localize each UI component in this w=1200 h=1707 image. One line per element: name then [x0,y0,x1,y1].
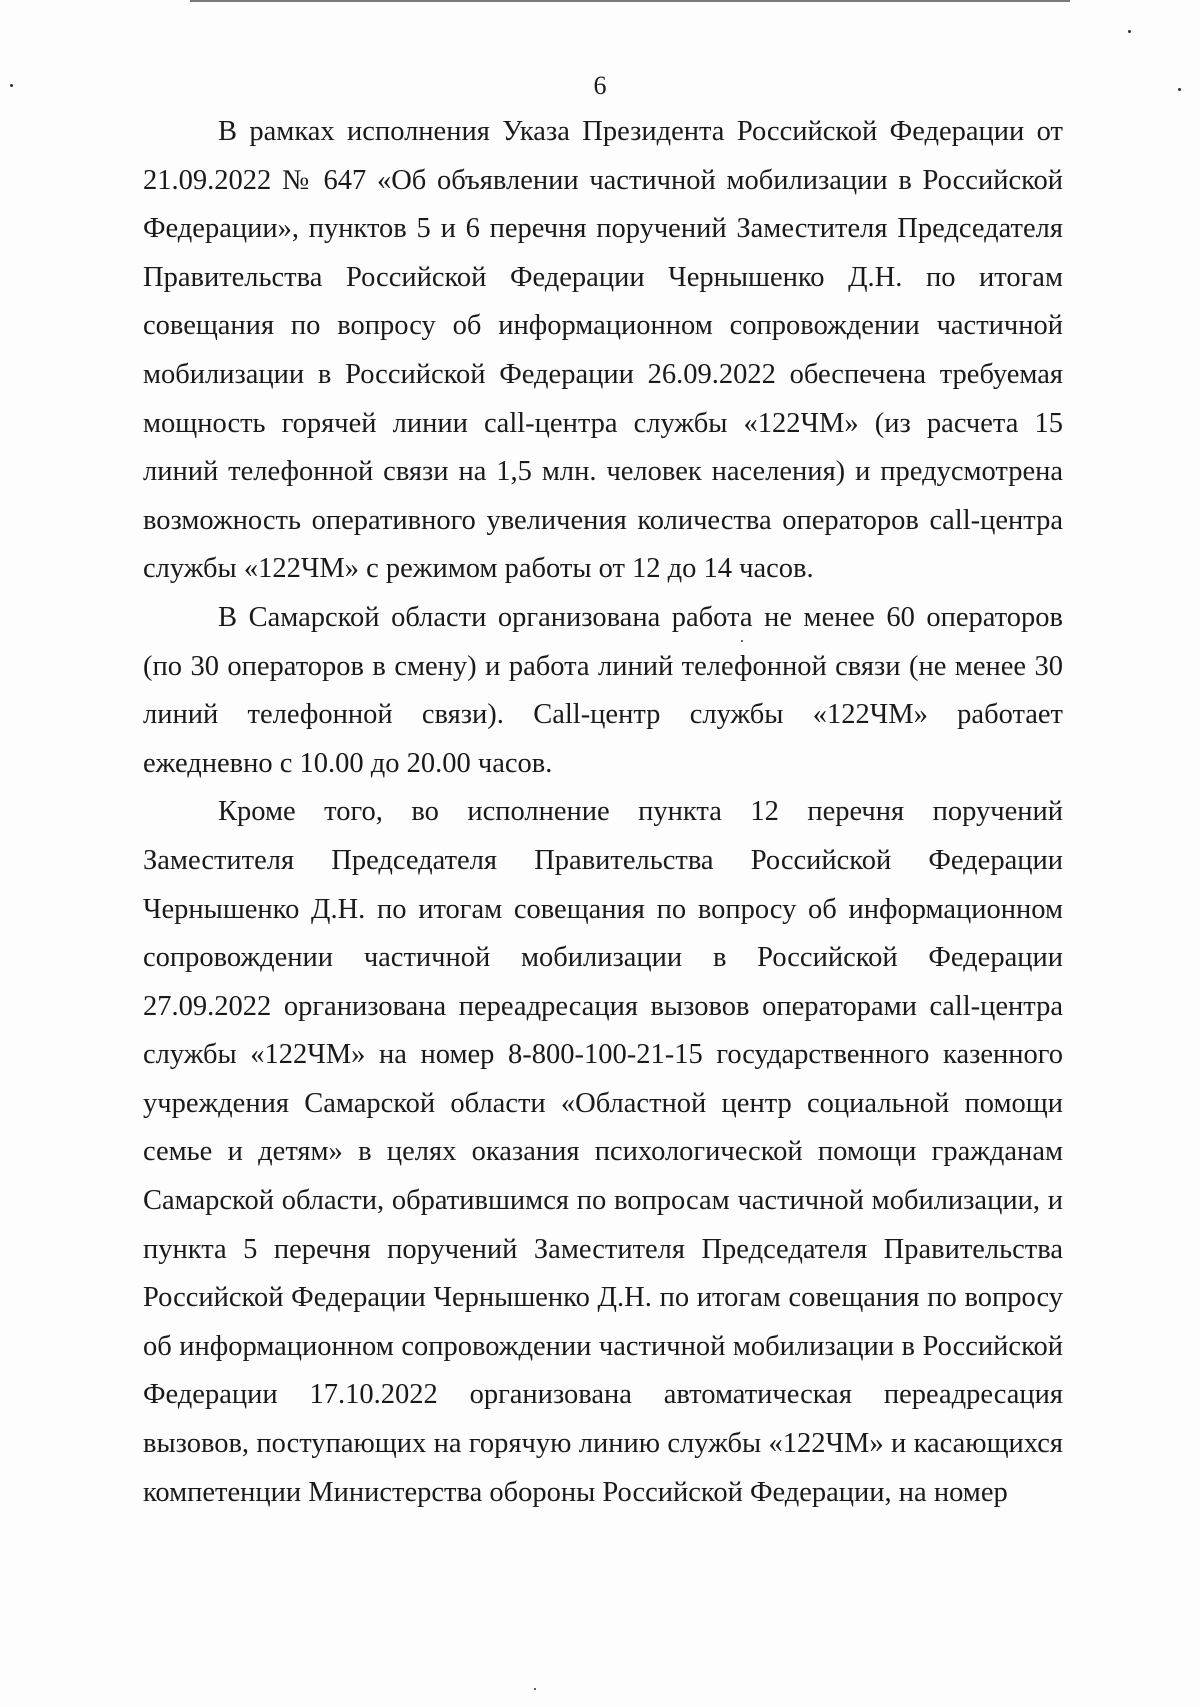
scan-speck [534,1688,536,1690]
scan-speck [1128,30,1131,33]
scan-speck [741,640,743,642]
paragraph-1: В рамках исполнения Указа Президента Российской Федерации от 21.09.2022 № 647 «Об объявлении частичной мобилизации в Российской Федерации», пунктов 5 и 6 перечня поручений Заместителя Председателя Правительства Российской Федерации Чернышенко Д.Н. по итогам совещания по вопросу об информационном сопровождении частичной мобилизации в Российской Федерации 26.09.2022 обеспечена требуемая мощность горячей линии call-центра службы «122ЧМ» (из расчета 15 линий телефонной связи на 1,5 млн. человек населения) и предусмотрена возможность оперативного увеличения количества операторов call-центра службы «122ЧМ» с режимом работы от 12 до 14 часов. [143,116,1063,585]
scan-speck [10,84,13,87]
paragraph-2: В Самарской области организована работа не менее 60 операторов (по 30 операторов в смену) и работа линий телефонной связи (не менее 30 линий телефонной связи). Call-центр службы «122ЧМ» работает ежедневно с 10.00 до 20.00 часов. [143,601,1063,779]
document-body [143,108,1063,1517]
paragraph-3: Кроме того, во исполнение пункта 12 перечня поручений Заместителя Председателя Правительства Российской Федерации Чернышенко Д.Н. по итогам совещания по вопросу об информационном сопровождении частичной мобилизации в Российской Федерации 27.09.2022 организована переадресация вызовов операторами call-центра службы «122ЧМ» на номер 8-800-100-21-15 государственного казенного учреждения Самарской области «Областной центр социальной помощи семье и детям» в целях оказания психологической помощи гражданам Самарской области, обратившимся по вопросам частичной мобилизации, и пункта 5 перечня поручений Заместителя Председателя Правительства Российской Федерации Чернышенко Д.Н. по итогам совещания по вопросу об информационном сопровождении частичной мобилизации в Российской Федерации 17.10.2022 организована автоматическая переадресация вызовов, поступающих на горячую линию службы «122ЧМ» и касающихся компетенции Министерства обороны Российской Федерации, на номер [143,796,1063,1508]
scan-top-edge-line [190,0,1070,2]
page-number: 6 [593,71,607,100]
scan-speck [1178,88,1181,91]
